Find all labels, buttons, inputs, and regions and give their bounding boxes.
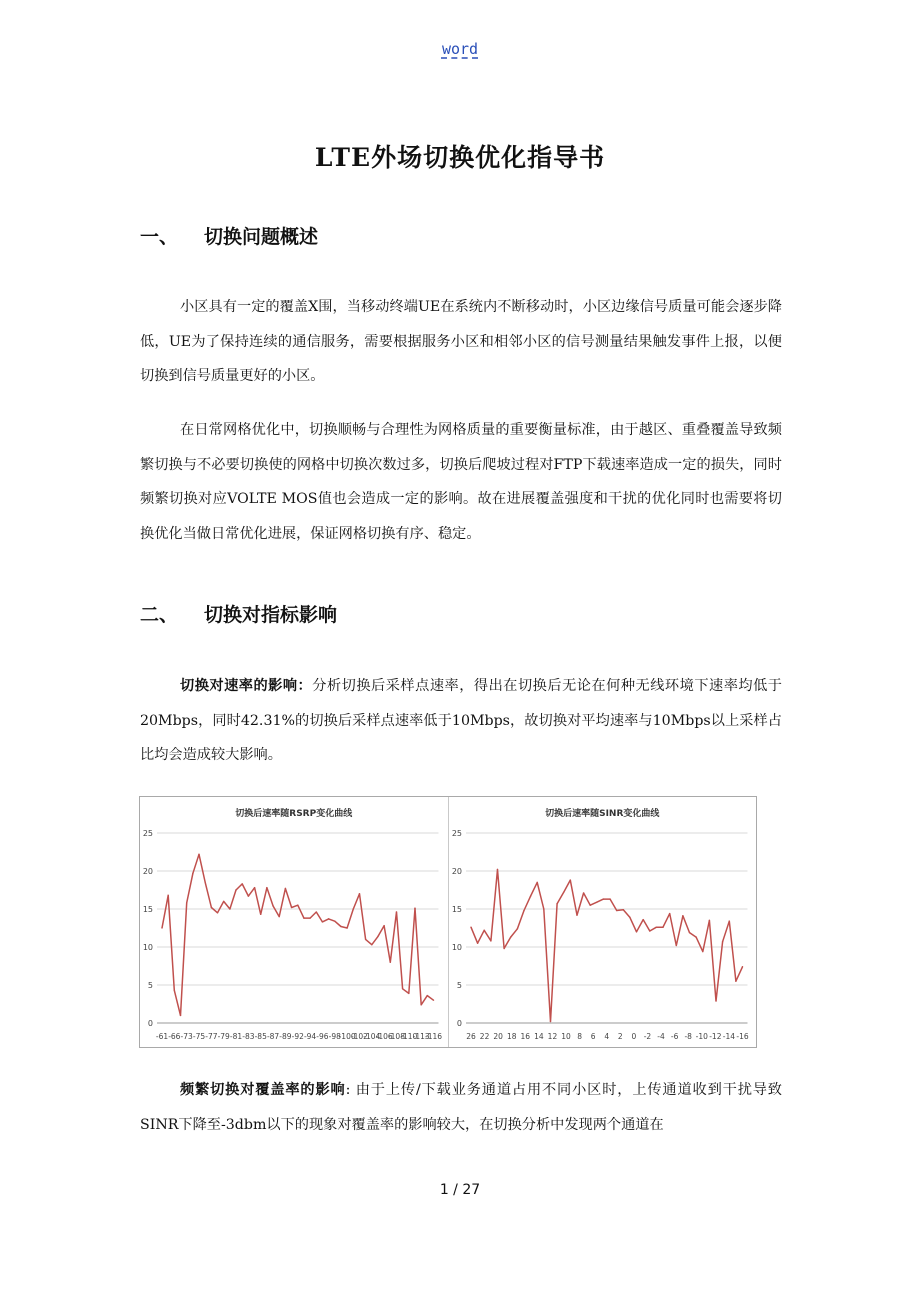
data-point	[668, 913, 669, 914]
x-tick-label: -4	[656, 1032, 665, 1041]
x-tick-label: 20	[492, 1032, 503, 1041]
x-tick-label: -73	[180, 1032, 193, 1041]
data-point	[609, 898, 610, 899]
charts-figure	[139, 796, 757, 1048]
data-point	[635, 931, 636, 932]
x-tick-label: -6	[670, 1032, 678, 1041]
page-number: 1 / 27	[439, 1182, 481, 1198]
x-tick-label: -8	[683, 1032, 692, 1041]
x-tick-label: -89	[279, 1032, 292, 1041]
x-tick-label: -85	[254, 1032, 267, 1041]
data-point	[688, 932, 689, 933]
data-point	[297, 905, 298, 906]
x-tick-label: 10	[560, 1032, 571, 1041]
x-tick-label: 12	[547, 1032, 557, 1041]
data-point	[396, 911, 397, 912]
x-tick-label: -16	[735, 1032, 749, 1041]
data-point	[483, 930, 484, 931]
x-tick-label: -79	[217, 1032, 230, 1041]
data-point	[309, 917, 310, 918]
x-tick-label: -108	[387, 1032, 405, 1041]
x-tick-label: -87	[266, 1032, 280, 1041]
section-1-number: 一、	[140, 226, 179, 248]
x-tick-label: 14	[533, 1032, 544, 1041]
x-tick-label: -102	[350, 1032, 368, 1041]
data-point	[248, 895, 249, 896]
data-point	[328, 918, 329, 919]
data-point	[322, 921, 323, 922]
rate-impact-label: 切换对速率的影响：	[180, 678, 313, 694]
y-tick-label: 25	[142, 829, 153, 838]
sinr-chart-title: 切换后速率随SINR变化曲线	[545, 809, 660, 819]
data-point	[174, 990, 175, 991]
series-line	[162, 854, 434, 1015]
x-tick-label: -110	[400, 1032, 418, 1041]
y-tick-label: 20	[142, 867, 153, 876]
x-tick-label: 22	[479, 1032, 489, 1041]
data-point	[569, 879, 570, 880]
data-point	[715, 1000, 716, 1001]
y-tick-label: 20	[451, 867, 462, 876]
y-tick-label: 5	[147, 981, 153, 990]
data-point	[675, 945, 676, 946]
x-tick-label: -96	[316, 1032, 329, 1041]
x-tick-label: -92	[291, 1032, 304, 1041]
data-point	[211, 907, 212, 908]
x-tick-label: 6	[590, 1032, 596, 1041]
data-point	[503, 948, 504, 949]
header-word-link[interactable]: word	[441, 40, 479, 58]
data-point	[198, 854, 199, 855]
section-1-paragraph-2: 在日常网格优化中，切换顺畅与合理性为网格质量的重要衡量标准，由于越区、重叠覆盖导致频繁切换与不必要切换使的网格中切换次数过多，切换后爬坡过程对FTP下载速率造成一定的损失，同时频繁切换对应VOLTE MOS值也会造成一定的影响。故在进展覆盖强度和干扰的优化同时也需要将切换优化当做日常优化进展，保证网格切换有序、稳定。	[140, 422, 782, 542]
series-line	[471, 870, 743, 1022]
document-title: LTE外场切换优化指导书	[314, 143, 606, 172]
data-point	[359, 893, 360, 894]
section-2-paragraph-2	[140, 1073, 782, 1142]
x-tick-label: -77	[205, 1032, 218, 1041]
x-tick-label: -83	[242, 1032, 255, 1041]
x-tick-label: -98	[328, 1032, 341, 1041]
data-point	[414, 908, 415, 909]
y-tick-label: 25	[451, 829, 462, 838]
data-point	[161, 927, 162, 928]
section-1-title: 切换问题概述	[204, 226, 319, 248]
data-point	[334, 920, 335, 921]
rsrp-chart-svg	[140, 797, 448, 1047]
data-point	[682, 915, 683, 916]
data-point	[602, 898, 603, 899]
data-point	[662, 927, 663, 928]
data-point	[408, 993, 409, 994]
x-tick-label: 8	[576, 1032, 582, 1041]
data-point	[433, 1000, 434, 1001]
data-point	[303, 917, 304, 918]
data-point	[563, 892, 564, 893]
data-point	[695, 936, 696, 937]
data-point	[285, 888, 286, 889]
coverage-impact-label: 频繁切换对覆盖率的影响	[180, 1082, 346, 1098]
section-2-title: 切换对指标影响	[204, 604, 338, 626]
data-point	[476, 943, 477, 944]
x-tick-label: -14	[722, 1032, 735, 1041]
x-tick-label: -75	[192, 1032, 206, 1041]
data-point	[543, 908, 544, 909]
section-2-heading	[140, 600, 337, 627]
section-1-paragraph-1: 小区具有一定的覆盖X围，当移动终端UE在系统内不断移动时，小区边缘信号质量可能会逐步降低，UE为了保持连续的通信服务，需要根据服务小区和相邻小区的信号测量结果触发事件上报，以便切换到信号质量更好的小区。	[140, 299, 782, 384]
data-point	[523, 910, 524, 911]
data-point	[642, 919, 643, 920]
data-point	[180, 1015, 181, 1016]
x-tick-label: 26	[465, 1032, 476, 1041]
data-point	[365, 939, 366, 940]
data-point	[596, 901, 597, 902]
rate-impact-text: 分析切换后采样点速率，得出在切换后无论在何种无线环境下速率均低于20Mbps，同时42.31%的切换后采样点速率低于10Mbps，故切换对平均速率与10Mbps以上采样占比均会造成较大影响。	[140, 678, 782, 763]
data-point	[721, 941, 722, 942]
x-tick-label: -104	[363, 1032, 381, 1041]
data-point	[371, 944, 372, 945]
x-tick-label: 18	[506, 1032, 516, 1041]
data-point	[490, 940, 491, 941]
data-point	[242, 883, 243, 884]
sinr-chart	[448, 797, 757, 1047]
data-point	[192, 873, 193, 874]
data-point	[229, 908, 230, 909]
data-point	[427, 995, 428, 996]
data-point	[708, 920, 709, 921]
x-tick-label: -2	[643, 1032, 651, 1041]
data-point	[735, 981, 736, 982]
data-point	[622, 909, 623, 910]
data-point	[649, 930, 650, 931]
x-tick-label: 2	[617, 1032, 623, 1041]
y-tick-label: 0	[147, 1019, 153, 1028]
data-point	[629, 917, 630, 918]
data-point	[266, 887, 267, 888]
data-point	[615, 910, 616, 911]
x-tick-label: -106	[375, 1032, 393, 1041]
section-2-paragraph-1	[140, 669, 782, 773]
y-tick-label: 15	[142, 905, 153, 914]
data-point	[582, 892, 583, 893]
data-point	[536, 882, 537, 883]
y-tick-label: 10	[451, 943, 462, 952]
y-tick-label: 15	[451, 905, 462, 914]
data-point	[496, 869, 497, 870]
data-point	[383, 925, 384, 926]
x-tick-label: -12	[708, 1032, 721, 1041]
section-1-heading	[140, 222, 318, 249]
coverage-impact-text: 由于上传/下载业务通道占用不同小区时，上传通道收到干扰导致SINR下降至-3dbm以下的现象对覆盖率的影响较大，在切换分析中发现两个通道在	[140, 1082, 782, 1133]
data-point	[510, 936, 511, 937]
y-tick-label: 10	[142, 943, 153, 952]
data-point	[340, 926, 341, 927]
data-point	[420, 1004, 421, 1005]
data-point	[223, 901, 224, 902]
x-tick-label: 0	[631, 1032, 636, 1041]
data-point	[235, 889, 236, 890]
x-tick-label: -66	[168, 1032, 181, 1041]
data-point	[549, 1021, 550, 1022]
data-point	[353, 908, 354, 909]
data-point	[291, 907, 292, 908]
y-tick-label: 5	[456, 981, 462, 990]
data-point	[377, 936, 378, 937]
data-point	[402, 988, 403, 989]
data-point	[556, 903, 557, 904]
y-tick-label: 0	[456, 1019, 462, 1028]
data-point	[576, 914, 577, 915]
data-point	[529, 895, 530, 896]
data-point	[272, 905, 273, 906]
x-tick-label: -100	[338, 1032, 356, 1041]
rsrp-chart-title: 切换后速率随RSRP变化曲线	[235, 809, 353, 819]
section-2-number: 二、	[140, 604, 179, 626]
data-point	[217, 912, 218, 913]
data-point	[186, 902, 187, 903]
data-point	[655, 927, 656, 928]
data-point	[260, 914, 261, 915]
data-point	[589, 905, 590, 906]
data-point	[516, 928, 517, 929]
x-tick-label: 4	[603, 1032, 609, 1041]
x-tick-label: 16	[520, 1032, 530, 1041]
data-point	[390, 962, 391, 963]
data-point	[279, 916, 280, 917]
rsrp-chart	[140, 797, 448, 1047]
data-point	[741, 966, 742, 967]
x-tick-label: -10	[695, 1032, 708, 1041]
data-point	[702, 951, 703, 952]
data-point	[316, 911, 317, 912]
data-point	[728, 920, 729, 921]
data-point	[470, 927, 471, 928]
data-point	[254, 887, 255, 888]
x-tick-label: -113	[412, 1032, 430, 1041]
x-tick-label: -116	[424, 1032, 443, 1041]
data-point	[204, 882, 205, 883]
x-tick-label: -94	[303, 1032, 317, 1041]
data-point	[346, 927, 347, 928]
x-tick-label: -81	[229, 1032, 243, 1041]
sinr-chart-svg	[449, 797, 757, 1047]
data-point	[167, 895, 168, 896]
coverage-impact-colon: :	[345, 1082, 351, 1098]
x-tick-label: -61	[155, 1032, 169, 1041]
